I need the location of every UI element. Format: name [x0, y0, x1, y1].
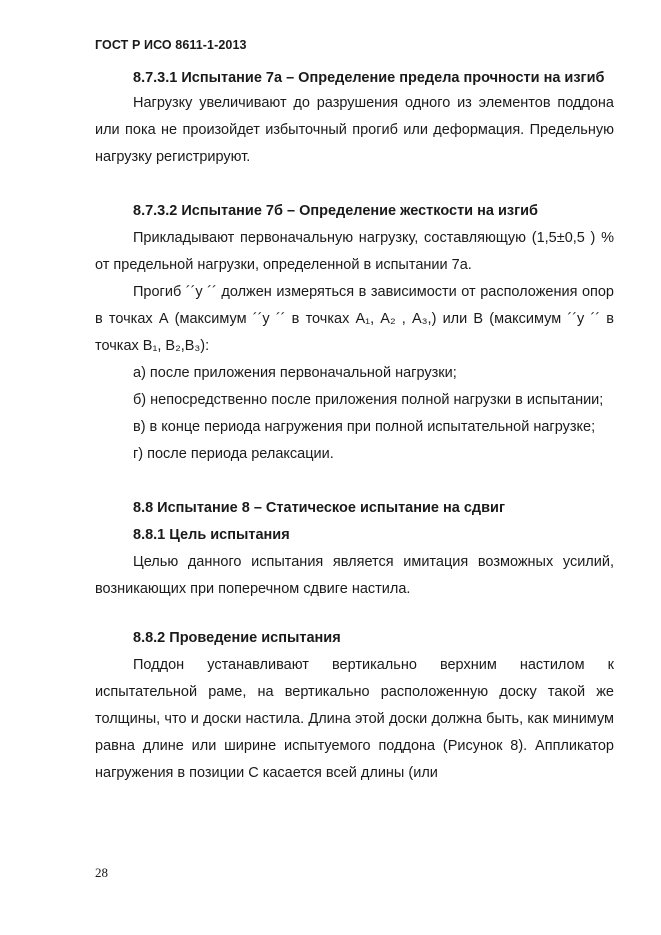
- standard-code-header: ГОСТ Р ИСО 8611-1-2013: [95, 38, 247, 52]
- section-8732-paragraph-1: Прикладывают первоначальную нагрузку, составляющую (1,5±0,5 ) % от предельной нагрузки, определенной в испытании 7а.: [95, 230, 614, 273]
- section-8731-heading: 8.7.3.1 Испытание 7а – Определение предела прочности на изгиб: [133, 70, 605, 86]
- section-881-paragraph: Целью данного испытания является имитация возможных усилий, возникающих при поперечном сдвиге настила.: [95, 554, 614, 597]
- list-item-a: а) после приложения первоначальной нагрузки;: [133, 365, 457, 381]
- spacer: [95, 468, 614, 495]
- spacer: [95, 603, 614, 625]
- section-88-heading: 8.8 Испытание 8 – Статическое испытание на сдвиг: [133, 500, 505, 516]
- section-8732-heading: 8.7.3.2 Испытание 7б – Определение жесткости на изгиб: [133, 203, 538, 219]
- list-item-g: г) после периода релаксации.: [133, 446, 334, 462]
- section-8732-paragraph-2: Прогиб ´´y ´´ должен измеряться в зависимости от расположения опор в точках А (максимум ´´y ´´ в точках А₁, А₂ , А₃,) или В (максимум ´´y ´´ в точках В₁, В₂,В₃):: [95, 284, 614, 354]
- spacer: [95, 171, 614, 198]
- page-number: 28: [95, 865, 108, 880]
- section-881-heading: 8.8.1 Цель испытания: [133, 527, 290, 543]
- section-8731-paragraph: Нагрузку увеличивают до разрушения одного из элементов поддона или пока не произойдет избыточный прогиб или деформация. Предельную нагрузку регистрируют.: [95, 95, 614, 165]
- page-body: [95, 64, 614, 787]
- list-item-b: б) непосредственно после приложения полной нагрузки в испытании;: [133, 392, 604, 408]
- section-882-heading: 8.8.2 Проведение испытания: [133, 630, 341, 646]
- section-882-paragraph: Поддон устанавливают вертикально верхним настилом к испытательной раме, на вертикально расположенную доску такой же толщины, что и доски настила. Длина этой доски должна быть, как минимум равна длине или ширине испытуемого поддона (Рисунок 8). Аппликатор нагружения в позиции С касается всей длины (или: [95, 657, 614, 781]
- list-item-v: в) в конце периода нагружения при полной испытательной нагрузке;: [133, 419, 596, 435]
